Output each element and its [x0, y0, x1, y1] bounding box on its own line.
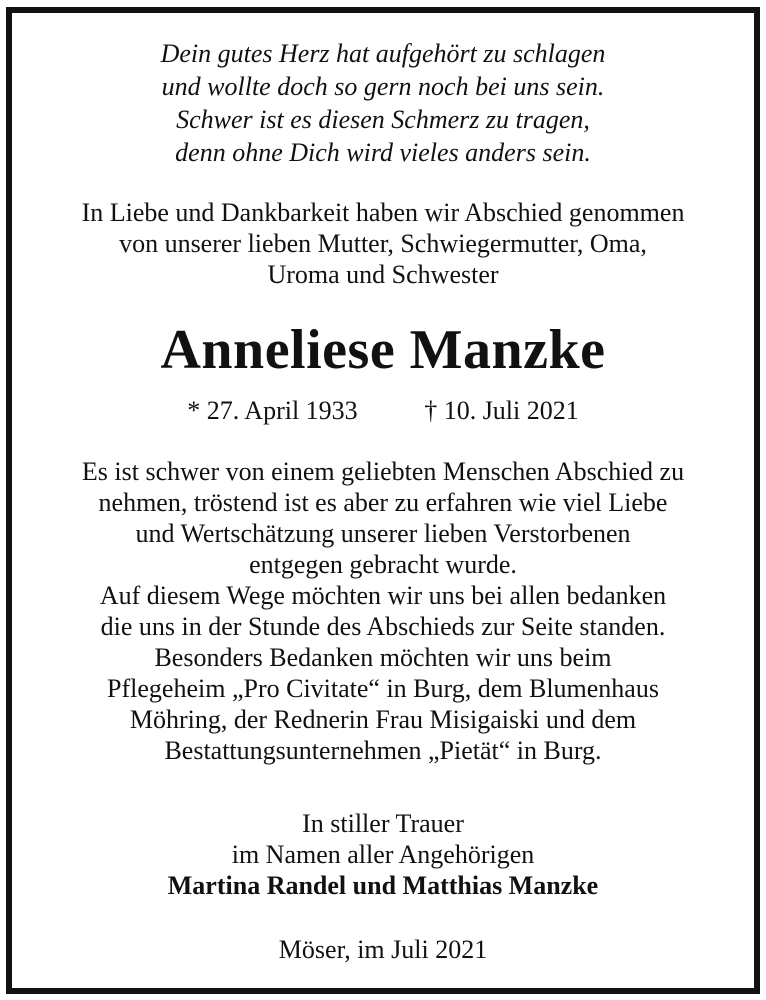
deceased-name: Anneliese Manzke: [160, 319, 606, 381]
obituary-notice: [6, 7, 760, 994]
poem-line: denn ohne Dich wird vieles anders sein.: [175, 138, 591, 167]
death-date: † 10. Juli 2021: [424, 396, 579, 425]
body-line: Bestattungsunternehmen „Pietät“ in Burg.: [164, 736, 602, 765]
body-line: Möhring, der Rednerin Frau Misigaiski und dem: [129, 705, 637, 734]
body-line: die uns in der Stunde des Abschieds zur Seite standen.: [100, 612, 666, 641]
signers: Martina Randel und Matthias Manzke: [167, 871, 599, 900]
life-dates: [12, 395, 754, 426]
body-line: Es ist schwer von einem geliebten Menschen Abschied zu: [81, 457, 685, 486]
birth-date: * 27. April 1933: [187, 396, 358, 425]
body-line: nehmen, tröstend ist es aber zu erfahren wie viel Liebe: [98, 488, 668, 517]
body-line: Besonders Bedanken möchten wir uns beim: [154, 643, 612, 672]
poem-line: und wollte doch so gern noch bei uns sein.: [161, 72, 605, 101]
intro-line: von unserer lieben Mutter, Schwiegermutter, Oma,: [119, 229, 647, 258]
poem-line: Dein gutes Herz hat aufgehört zu schlagen: [160, 39, 606, 68]
closing-line: im Namen aller Angehörigen: [231, 840, 535, 869]
closing-line: In stiller Trauer: [302, 809, 464, 838]
body-line: entgegen gebracht wurde.: [249, 550, 517, 579]
body-line: Auf diesem Wege möchten wir uns bei allen bedanken: [99, 581, 667, 610]
intro-line: In Liebe und Dankbarkeit haben wir Abschied genommen: [81, 198, 685, 227]
body-line: Pflegeheim „Pro Civitate“ in Burg, dem Blumenhaus: [107, 674, 659, 703]
body-line: und Wertschätzung unserer lieben Verstorbenen: [135, 519, 631, 548]
place-date: Möser, im Juli 2021: [278, 935, 488, 964]
poem-line: Schwer ist es diesen Schmerz zu tragen,: [176, 105, 590, 134]
intro-line: Uroma und Schwester: [267, 260, 499, 289]
